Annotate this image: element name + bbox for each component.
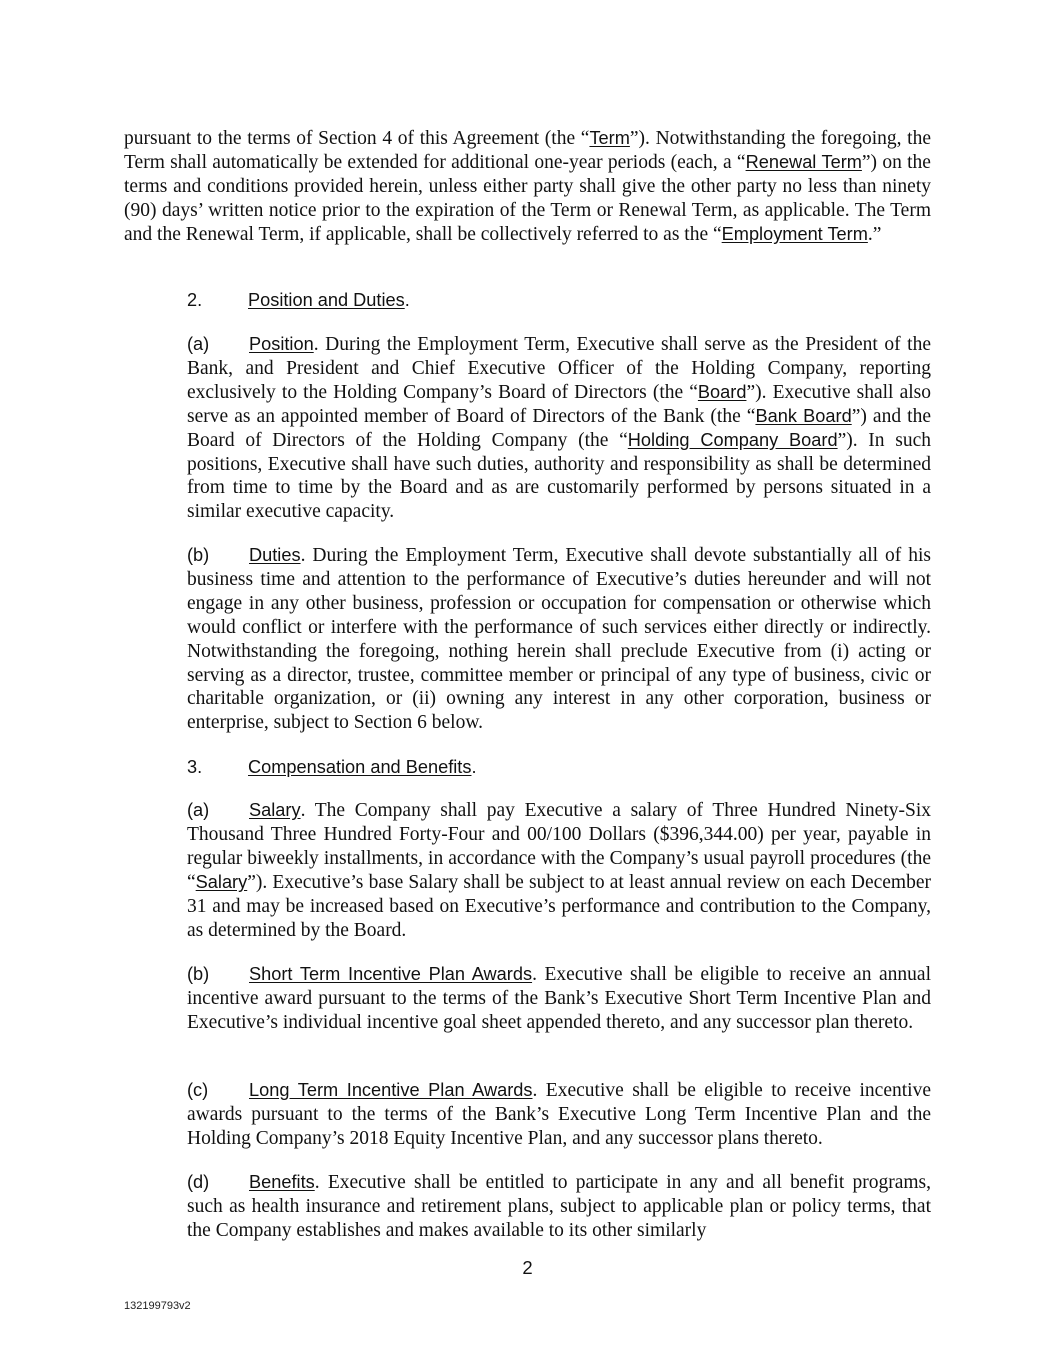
clause-title: Salary [249, 800, 301, 820]
clause-text-1: . The Company shall pay Executive a salary of Three Hundred Ninety-Six Thousand Three Hundred Forty-Four and 00/100 Dollars ($396,344.00) per year, payable in regular biweekly installments, in accordance with the Company’s usual payroll procedures (the “ [187, 800, 931, 893]
clause-label: (a) [187, 334, 210, 354]
section-number: 2. [187, 290, 203, 310]
intro-paragraph [124, 127, 931, 247]
clause-text-2: ”). Executive shall also serve as an appointed member of Board of Directors of the Bank (the “ [187, 381, 931, 427]
clause-text-2: ”). Executive’s base Salary shall be subject to at least annual review on each December 31 and may be increased based on Executive’s performance and contribution to the Company, as determined by the Board. [187, 871, 931, 941]
intro-text-4: .” [867, 223, 882, 245]
section-2a-paragraph [187, 333, 931, 524]
section-number: 3. [187, 757, 203, 777]
clause-text-1: . Executive shall be eligible to receive an annual incentive award pursuant to the terms of the Bank’s Executive Short Term Incentive Plan and Executive’s individual incentive goal sheet appended thereto, and any successor plan thereto. [187, 964, 931, 1033]
clause-title: Long Term Incentive Plan Awards [249, 1080, 533, 1100]
clause-text-3: ”) and the Board of Directors of the Holding Company (the “ [187, 405, 931, 451]
clause-label: (d) [187, 1172, 210, 1192]
defined-term-bank-board: Bank Board [755, 405, 852, 426]
defined-term-salary: Salary [195, 871, 248, 892]
section-2-heading [187, 289, 410, 313]
section-3c-paragraph [187, 1079, 931, 1151]
section-3b-paragraph [187, 963, 931, 1035]
clause-label: (c) [187, 1080, 209, 1100]
defined-term-employment-term: Employment Term [721, 223, 868, 244]
clause-title: Benefits [249, 1172, 315, 1192]
section-3d-paragraph [187, 1171, 931, 1243]
clause-text-1: . Executive shall be eligible to receive incentive awards pursuant to the terms of the Bank’s Executive Long Term Incentive Plan and the Holding Company’s 2018 Equity Incentive Plan, and any successor plans thereto. [187, 1080, 931, 1149]
intro-text-3: ”) on the terms and conditions provided herein, unless either party shall give the other party no less than ninety (90) days’ written notice prior to the expiration of the Term or Renewal Term, as applicable. The Term and the Renewal Term, if applicable, shall be collectively referred to as the “ [124, 151, 931, 245]
section-title: Position and Duties [248, 290, 405, 310]
defined-term-term: Term [589, 128, 630, 148]
section-2b-paragraph [187, 544, 931, 735]
clause-label: (b) [187, 545, 210, 565]
clause-title: Short Term Incentive Plan Awards [249, 964, 533, 984]
page-number: 2 [522, 1257, 533, 1278]
section-3a-paragraph [187, 799, 931, 942]
section-3-heading [187, 756, 477, 780]
clause-text-4: ”). In such positions, Executive shall have such duties, authority and responsibility as shall be determined from time to time by the Board and as are customarily performed by persons situated in a similar executive capacity. [187, 429, 931, 523]
intro-text-1: pursuant to the terms of Section 4 of this Agreement (the “ [124, 128, 590, 149]
clause-text-1: . During the Employment Term, Executive shall serve as the President of the Bank, and President and Chief Executive Officer of the Holding Company, reporting exclusively to the Holding Company’s Board of Directors (the “ [187, 334, 931, 403]
clause-label: (b) [187, 964, 210, 984]
defined-term-renewal-term: Renewal Term [745, 151, 862, 172]
defined-term-holding-company-board: Holding Company Board [627, 429, 838, 450]
intro-text-2: ”). Notwithstanding the foregoing, the Term shall automatically be extended for additional one-year periods (each, a “ [124, 128, 931, 173]
clause-text-1: . Executive shall be entitled to participate in any and all benefit programs, such as health insurance and retirement plans, subject to applicable plan or policy terms, that the Company establishes and makes available to its other similarly [187, 1172, 931, 1241]
document-id: 132199793v2 [124, 1300, 191, 1312]
clause-title: Duties [249, 545, 301, 565]
section-title-period: . [471, 757, 477, 777]
clause-text-1: . During the Employment Term, Executive shall devote substantially all of his business time and attention to the performance of Executive’s duties hereunder and will not engage in any other business, profession or occupation for compensation or otherwise which would conflict or interfere with the performance of such services either directly or indirectly. Notwithstanding the foregoing, nothing herein shall preclude Executive from (i) acting or serving as a director, trustee, committee member or principal of any type of business, civic or charitable organization, or (ii) owning any interest in any other corporation, business or enterprise, subject to Section 6 below. [187, 545, 931, 734]
clause-title: Position [249, 334, 314, 354]
clause-label: (a) [187, 800, 210, 820]
section-title: Compensation and Benefits [248, 757, 472, 777]
defined-term-board: Board [697, 381, 747, 402]
section-title-period: . [404, 290, 410, 310]
